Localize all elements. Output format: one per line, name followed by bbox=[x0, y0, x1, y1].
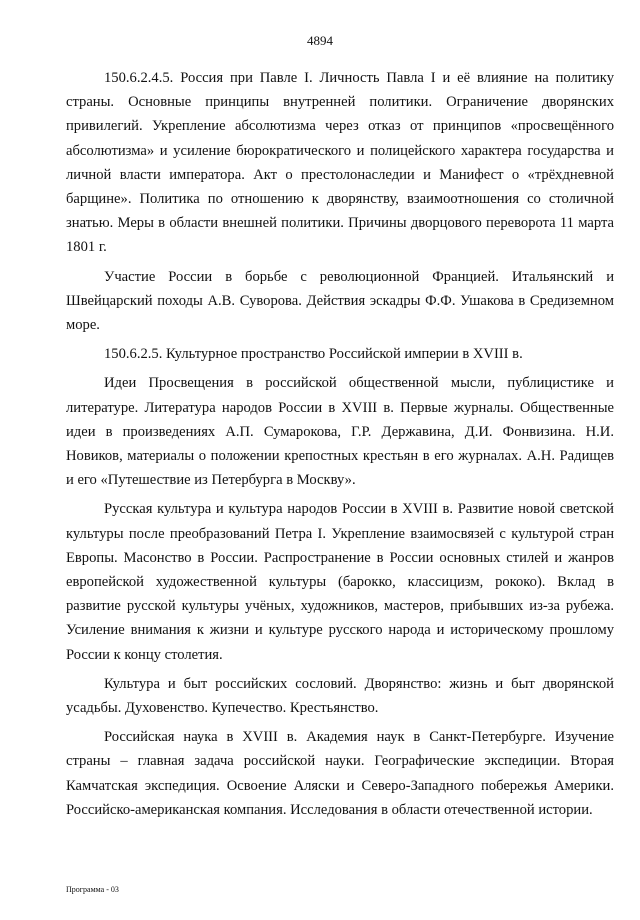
paragraph-estates-life: Культура и быт российских сословий. Дворянство: жизнь и быт дворянской усадьбы. Духовенство. Купечество. Крестьянство. bbox=[66, 675, 614, 717]
paragraph-science: Российская наука в XVIII в. Академия наук в Санкт-Петербурге. Изучение страны – главная задача российской науки. Географические экспедиции. Вторая Камчатская экспедиция. Освоение Аляски и Северо-Западного побережья Америки. Российско-американская компания. Исследования в области отечественной истории. bbox=[66, 729, 614, 818]
paragraph-russian-culture: Русская культура и культура народов России в XVIII в. Развитие новой светской культуры после преобразований Петра I. Укрепление взаимосвязей с культурой стран Европы. Масонство в России. Распространение в России основных стилей и жанров европейской художественной культуры (барокко, классицизм, рококо). Вклад в развитие русской культуры учёных, художников, мастеров, прибывших из-за рубежа. Усиление внимания к жизни и культуре русского народа и историческому прошлому России к концу столетия. bbox=[66, 501, 614, 663]
paragraph-war-with-france: Участие России в борьбе с революционной Францией. Итальянский и Швейцарский походы А.В. Суворова. Действия эскадры Ф.Ф. Ушакова в Средиземном море. bbox=[66, 268, 614, 334]
section-heading-culture: 150.6.2.5. Культурное пространство Российской империи в XVIII в. bbox=[104, 346, 523, 363]
footer-label: Программа - 03 bbox=[66, 885, 119, 894]
document-body bbox=[66, 66, 614, 827]
page-number: 4894 bbox=[307, 33, 333, 48]
paragraph-enlightenment: Идеи Просвещения в российской общественной мысли, публицистике и литературе. Литература народов России в XVIII в. Первые журналы. Общественные идеи в произведениях А.П. Сумарокова, Г.Р. Державина, Д.И. Фонвизина. Н.И. Новиков, материалы о положении крепостных крестьян в его журналах. А.Н. Радищев и его «Путешествие из Петербурга в Москву». bbox=[66, 375, 614, 489]
paragraph-paul-i: 150.6.2.4.5. Россия при Павле I. Личность Павла I и её влияние на политику страны. Основные принципы внутренней политики. Ограничение дворянских привилегий. Укрепление абсолютизма через отказ от принципов «просвещённого абсолютизма» и усиление бюрократического и полицейского характера государства и личной власти императора. Акт о престолонаследии и Манифест о «трёхдневной барщине». Политика по отношению к дворянству, взаимоотношения со столичной знатью. Меры в области внешней политики. Причины дворцового переворота 11 марта 1801 г. bbox=[66, 70, 614, 256]
